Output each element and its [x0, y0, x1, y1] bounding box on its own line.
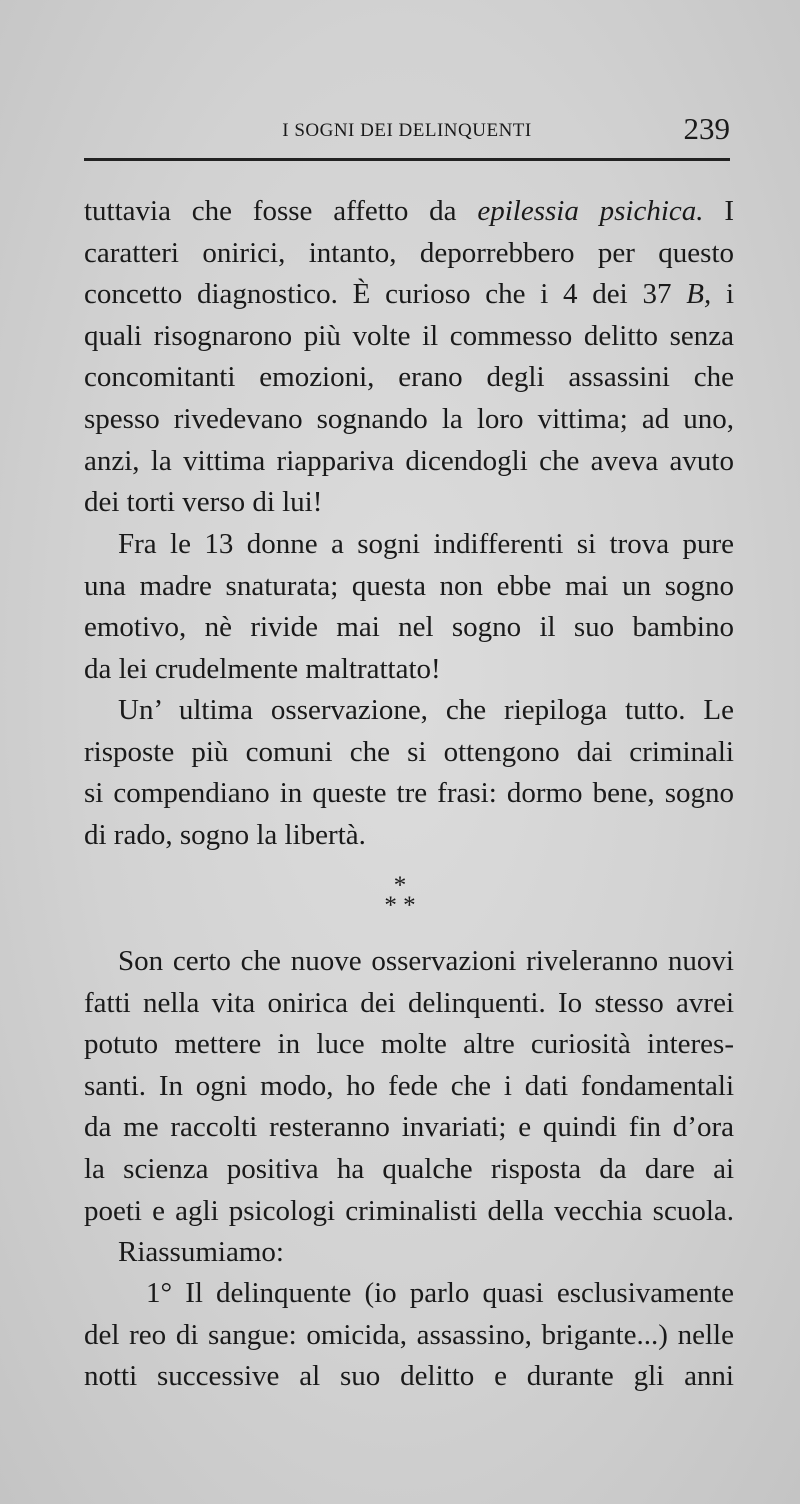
text-line: Un’ ultima osservazione, che riepiloga tutto. Le — [118, 694, 734, 726]
text-line: quali risognarono più volte il commesso delitto senza — [84, 319, 734, 352]
separator-star: * — [393, 872, 407, 899]
running-head — [84, 112, 730, 152]
text-line-part: tuttavia che fosse affetto da — [84, 195, 457, 227]
text-line: Son certo che nuove osservazioni riveleranno nuovi — [118, 945, 734, 977]
text-line: da me raccolti resteranno invariati; e quindi fin d’ora — [84, 1111, 734, 1144]
text-line: anzi, la vittima riappariva dicendogli che aveva avuto — [84, 444, 734, 477]
section-separator — [0, 872, 800, 919]
text-line — [84, 274, 734, 316]
text-line: 1° Il delinquente (io parlo quasi esclusivamente — [146, 1277, 734, 1309]
italic-phrase: epilessia psichica. — [477, 195, 704, 227]
text-line: santi. In ogni modo, ho fede che i dati fondamentali — [84, 1069, 734, 1102]
paragraph-6 — [84, 1273, 734, 1398]
text-line: Fra le 13 donne a sogni indifferenti si trova pure — [118, 528, 734, 560]
text-line-part: concetto diagnostico. È curioso che i 4 dei 37 — [84, 278, 672, 311]
separator-stars: * * — [384, 892, 416, 919]
text-line-part: I — [724, 195, 735, 227]
text-line: di rado, sogno la libertà. — [84, 818, 366, 851]
text-line: poeti e agli psicologi criminalisti della vecchia scuola. — [84, 1194, 734, 1227]
text-line: fatti nella vita onirica dei delinquenti. Io stesso avrei — [84, 986, 734, 1019]
text-line: risposte più comuni che si ottengono dai criminali — [84, 735, 734, 768]
text-line — [84, 191, 734, 233]
text-line: dei torti verso di lui! — [84, 486, 323, 519]
text-line: caratteri onirici, intanto, deporrebbero per questo — [84, 236, 734, 269]
paragraph-2 — [84, 524, 734, 690]
text-line: Riassumiamo: — [118, 1236, 284, 1268]
italic-letter: B, — [686, 278, 712, 311]
paragraph-4 — [84, 941, 734, 1232]
page-number: 239 — [683, 111, 730, 146]
text-line-part: i — [725, 278, 735, 311]
text-line: spesso rivedevano sognando la loro vittima; ad uno, — [84, 402, 734, 435]
running-title: I SOGNI DEI DELINQUENTI — [282, 120, 532, 141]
text-line: del reo di sangue: omicida, assassino, brigante...) nelle — [84, 1318, 734, 1351]
text-line: la scienza positiva ha qualche risposta da dare ai — [84, 1152, 734, 1185]
text-line: notti successive al suo delitto e durante gli anni — [84, 1360, 734, 1393]
header-rule — [84, 158, 730, 161]
text-line: concomitanti emozioni, erano degli assassini che — [84, 361, 734, 394]
text-line: una madre snaturata; questa non ebbe mai un sogno — [84, 569, 734, 602]
text-line: emotivo, nè rivide mai nel sogno il suo bambino — [84, 611, 734, 644]
text-line: da lei crudelmente maltrattato! — [84, 652, 441, 685]
paragraph-1 — [84, 191, 734, 524]
paragraph-3 — [84, 690, 734, 856]
paragraph-5 — [84, 1232, 734, 1274]
text-line: potuto mettere in luce molte altre curiosità interes- — [84, 1028, 734, 1061]
text-line: si compendiano in queste tre frasi: dormo bene, sogno — [84, 777, 734, 810]
